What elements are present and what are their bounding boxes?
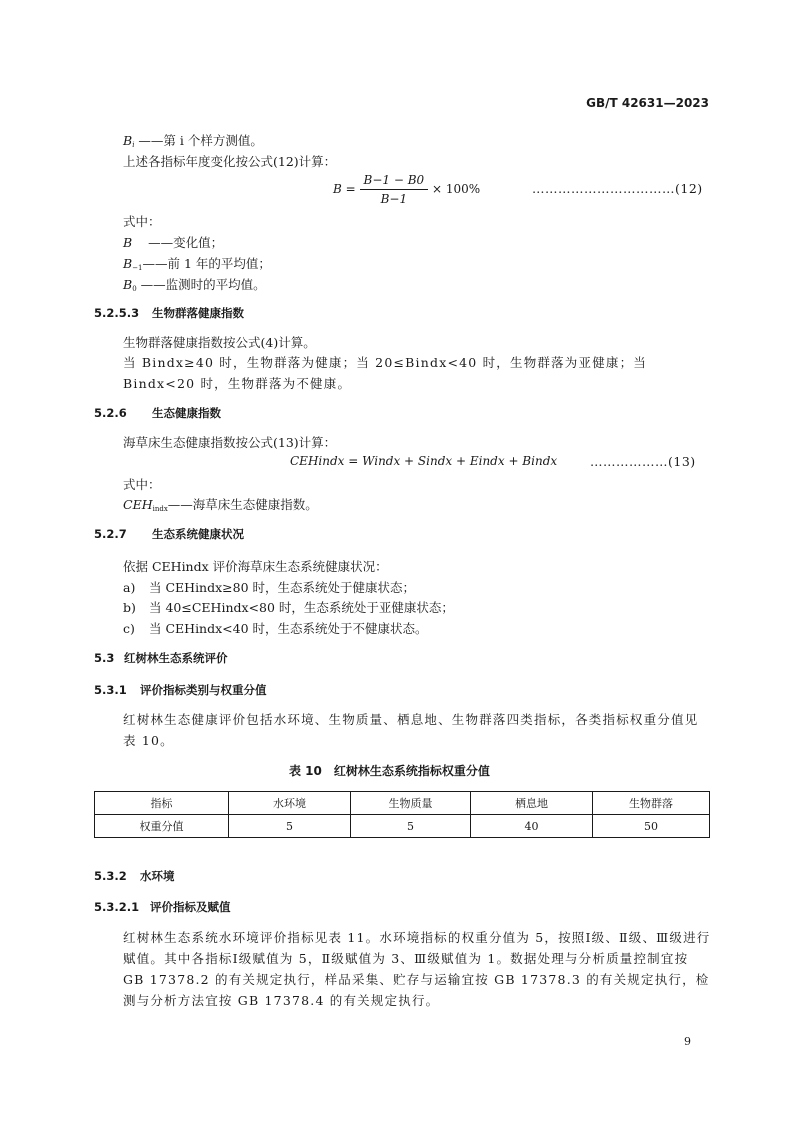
table-header-cell: 栖息地 <box>471 792 593 815</box>
list-label: b) <box>123 600 136 615</box>
table-caption: 表 10 红树林生态系统指标权重分值 <box>289 764 490 778</box>
formula13-number: ………………(13) <box>590 454 696 469</box>
bi-definition: $B_i$ ——第 i 个样方测值。 <box>123 133 263 149</box>
table-10 <box>94 791 710 838</box>
list-label: c) <box>123 621 135 636</box>
section-5-2-6-heading <box>94 405 221 421</box>
list-text: 当 CEHindx≥80 时，生态系统处于健康状态； <box>149 580 416 595</box>
section-title: 生态健康指数 <box>152 406 221 420</box>
section-number: 5.2.6 <box>94 406 127 420</box>
formula12-number: ……………………………(12) <box>532 181 703 196</box>
formula-12: B = $\frac{B-1 - B0}{B-1}$ × 100% <box>333 173 481 206</box>
formula-13: CEHindx = Windx + Sindx + Eindx + Bindx <box>290 454 558 468</box>
where-label-1: 式中： <box>123 214 161 229</box>
where-label-2: 式中： <box>123 477 161 492</box>
def-b0-text: ——监测时的平均值。 <box>140 277 266 292</box>
section-5-3-2-1-heading <box>94 899 231 915</box>
section-number: 5.3.2 <box>94 869 127 883</box>
table-cell: 权重分值 <box>95 815 229 838</box>
section-5-2-7-heading <box>94 526 244 542</box>
table-cell: 40 <box>471 815 593 838</box>
formula12-fraction <box>360 173 429 206</box>
formula12-denominator: B−1 <box>380 192 408 206</box>
section-number: 5.2.5.3 <box>94 306 140 320</box>
list-item-a <box>123 578 415 596</box>
paragraph: 生物群落健康指数按公式(4)计算。 <box>123 335 316 350</box>
def-b-minus1-text: ——前 1 年的平均值； <box>142 256 271 271</box>
formula12-intro: 上述各指标年度变化按公式(12)计算： <box>123 154 337 169</box>
list-item-c <box>123 619 428 637</box>
formula12-tail: × 100% <box>432 182 481 196</box>
formula12-numerator: B−1 − B0 <box>360 173 429 190</box>
paragraph-5-3-1: 红树林生态健康评价包括水环境、生物质量、栖息地、生物群落四类指标，各类指标权重分值见表 10。 <box>123 712 699 748</box>
paragraph: 海草床生态健康指数按公式(13)计算： <box>123 435 337 450</box>
table-header-cell: 水环境 <box>229 792 351 815</box>
table-cell: 5 <box>351 815 471 838</box>
standard-code: GB/T 42631—2023 <box>586 96 709 110</box>
section-number: 5.2.7 <box>94 527 127 541</box>
section-5-3-2-heading <box>94 868 175 884</box>
formula12-lhs: B <box>333 182 342 196</box>
table-cell: 50 <box>593 815 710 838</box>
list-label: a) <box>123 580 136 595</box>
paragraph-bindx-text: 当 Bindx≥40 时，生物群落为健康；当 20≤Bindx<40 时，生物群落为亚健康；当 Bindx<20 时，生物群落为不健康。 <box>123 355 648 391</box>
section-5-3-heading <box>94 650 228 666</box>
table-header-row <box>95 792 710 815</box>
section-title: 生物群落健康指数 <box>152 306 244 320</box>
table-header-cell: 指标 <box>95 792 229 815</box>
section-title: 评价指标类别与权重分值 <box>140 683 267 697</box>
list-item-b <box>123 598 454 616</box>
section-number: 5.3 <box>94 651 115 665</box>
paragraph: 依据 CEHindx 评价海草床生态系统健康状况： <box>123 559 388 574</box>
def-ceh-text: ——海草床生态健康指数。 <box>167 497 318 512</box>
table-header-cell: 生物质量 <box>351 792 471 815</box>
section-title: 水环境 <box>140 869 175 883</box>
def-b-text: ——变化值； <box>148 235 224 250</box>
table-row <box>95 815 710 838</box>
paragraph-bindx <box>123 352 711 394</box>
list-text: 当 CEHindx<40 时，生态系统处于不健康状态。 <box>149 621 428 636</box>
section-5-2-5-3-heading <box>94 305 244 321</box>
section-title: 红树林生态系统评价 <box>124 651 228 665</box>
list-text: 当 40≤CEHindx<80 时，生态系统处于亚健康状态； <box>149 600 454 615</box>
section-number: 5.3.1 <box>94 683 127 697</box>
def-b: B ——变化值； <box>123 235 224 250</box>
section-number: 5.3.2.1 <box>94 900 140 914</box>
def-b0: $B_0$ ——监测时的平均值。 <box>123 277 266 293</box>
bi-definition-text: ——第 i 个样方测值。 <box>138 133 263 148</box>
section-title: 评价指标及赋值 <box>150 900 231 914</box>
def-b-minus1: $B_{-1}——$前 1 年的平均值； <box>123 256 271 272</box>
section-title: 生态系统健康状况 <box>152 527 244 541</box>
table-header-cell: 生物群落 <box>593 792 710 815</box>
section-5-3-1-heading <box>94 682 267 698</box>
paragraph-5-3-2-1: 红树林生态系统水环境评价指标见表 11。水环境指标的权重分值为 5，按照Ⅰ级、Ⅱ级、Ⅲ级进行赋值。其中各指标Ⅰ级赋值为 5，Ⅱ级赋值为 3、Ⅲ级赋值为 1。数据处理与分析质量控制宜按 GB 17378.2 的有关规定执行，样品采集、贮存与运输宜按 GB 17378.3 的有关规定执行，检测与分析方法宜按 GB 17378.4 的有关规定执行。 <box>123 930 711 1008</box>
page-number: 9 <box>684 1035 691 1048</box>
table-cell: 5 <box>229 815 351 838</box>
def-ceh: $CEH_{indx}——$海草床生态健康指数。 <box>123 497 318 513</box>
